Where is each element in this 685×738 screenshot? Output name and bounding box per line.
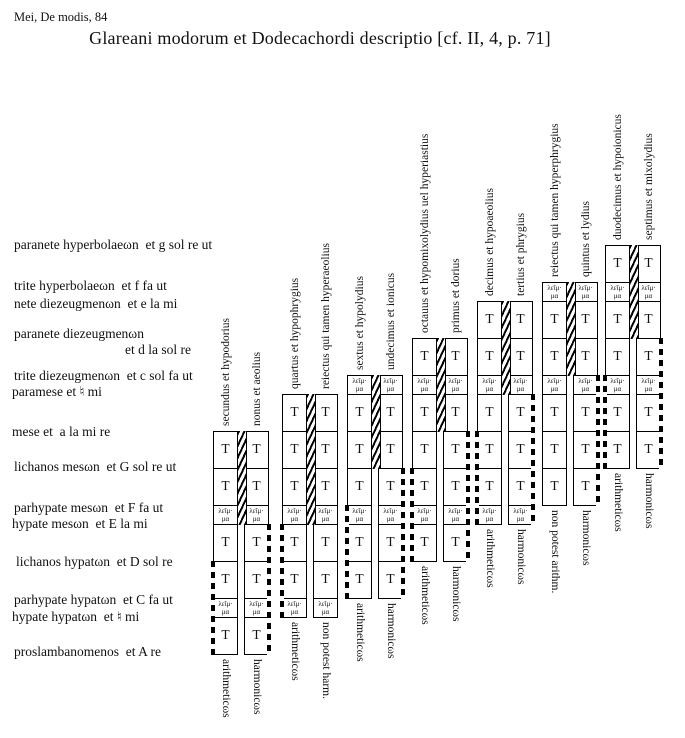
leimma-cell: λεῖμ· μα bbox=[443, 375, 468, 395]
leimma-cell: λεῖμ· μα bbox=[636, 282, 661, 302]
row-label: paranete diezeugmenωn bbox=[14, 326, 144, 341]
page-title: Glareani modorum et Dodecachordi descriptio [cf. II, 4, p. 71] bbox=[89, 28, 551, 48]
tone-cell: T bbox=[573, 468, 598, 506]
tone-cell: T bbox=[477, 431, 502, 469]
row-label: trite diezeugmenωn et c sol fa ut bbox=[14, 368, 193, 383]
column-top-label: sextus et hypolydius bbox=[354, 276, 366, 370]
right-dashed-border bbox=[267, 524, 271, 655]
source-note: Mei, De modis, 84 bbox=[14, 10, 108, 24]
middle-hatch-band bbox=[371, 375, 381, 469]
column-bottom-label: non potest harm. bbox=[320, 622, 332, 699]
leimma-cell: λεῖμ· μα bbox=[443, 505, 468, 525]
tone-cell: T bbox=[412, 338, 437, 376]
column-bottom-label: arithmeticωs bbox=[354, 603, 366, 662]
tone-cell: T bbox=[573, 338, 598, 376]
tone-cell: T bbox=[477, 301, 502, 339]
leimma-cell: λεῖμ· μα bbox=[244, 505, 269, 525]
leimma-cell: λεῖμ· μα bbox=[542, 375, 567, 395]
tone-cell: T bbox=[347, 524, 372, 562]
tone-cell: T bbox=[443, 394, 468, 432]
column-bottom-label: harmonicωs bbox=[251, 659, 263, 715]
tone-cell: T bbox=[477, 468, 502, 506]
row-label: paranete hyperbolaeωn et g sol re ut bbox=[14, 237, 213, 252]
tone-cell: T bbox=[412, 394, 437, 432]
tone-cell: T bbox=[508, 301, 533, 339]
tone-cell: T bbox=[443, 468, 468, 506]
leimma-cell: λεῖμ· μα bbox=[605, 282, 630, 302]
tone-cell: T bbox=[605, 301, 630, 339]
tone-cell: T bbox=[636, 431, 661, 469]
tone-cell: T bbox=[378, 431, 403, 469]
leimma-cell: λεῖμ· μα bbox=[605, 375, 630, 395]
mode-pair-block bbox=[412, 338, 468, 562]
tone-cell: T bbox=[477, 338, 502, 376]
middle-hatch-band bbox=[306, 394, 316, 525]
tone-cell: T bbox=[542, 431, 567, 469]
leimma-cell: λεῖμ· μα bbox=[477, 375, 502, 395]
tone-cell: T bbox=[542, 468, 567, 506]
row-label: trite hyperbolaeωn et f fa ut bbox=[14, 278, 167, 293]
tone-cell: T bbox=[542, 394, 567, 432]
right-dashed-border bbox=[401, 468, 405, 599]
tone-cell: T bbox=[573, 431, 598, 469]
column-top-label: reiectus qui tamen hyperphrygius bbox=[549, 123, 561, 277]
leimma-cell: λεῖμ· μα bbox=[412, 505, 437, 525]
tone-cell: T bbox=[636, 394, 661, 432]
tone-cell: T bbox=[347, 561, 372, 599]
tone-cell: T bbox=[573, 301, 598, 339]
column-top-label: quartus et hypophrygius bbox=[289, 277, 301, 389]
column-top-label: secundus et hypodorius bbox=[220, 318, 232, 426]
leimma-cell: λεῖμ· μα bbox=[244, 598, 269, 618]
leimma-cell: λεῖμ· μα bbox=[508, 375, 533, 395]
column-top-label: octauus et hypomixolydius uel hyperiastius bbox=[419, 133, 431, 333]
tone-cell: T bbox=[313, 431, 338, 469]
mode-pair-block bbox=[347, 375, 403, 599]
column-top-label: duodecimus et hypoionicus bbox=[612, 114, 624, 240]
tone-cell: T bbox=[443, 524, 468, 562]
left-dashed-border bbox=[280, 524, 284, 618]
tone-cell: T bbox=[313, 524, 338, 562]
column-top-label: septimus et mixolydius bbox=[643, 133, 655, 240]
column-bottom-label: harmonicωs bbox=[643, 473, 655, 529]
tone-cell: T bbox=[213, 617, 238, 655]
row-label: nete diezeugmenωn et e la mi bbox=[14, 296, 178, 311]
leimma-cell: λεῖμ· μα bbox=[282, 598, 307, 618]
tone-cell: T bbox=[213, 431, 238, 469]
tone-cell: T bbox=[605, 245, 630, 283]
row-label: parhypate hypatωn et C fa ut bbox=[14, 592, 173, 607]
tone-cell: T bbox=[313, 394, 338, 432]
row-label: hypate mesωn et E la mi bbox=[12, 516, 148, 531]
left-dashed-border bbox=[211, 561, 215, 655]
leimma-cell: λεῖμ· μα bbox=[573, 375, 598, 395]
middle-hatch-band bbox=[501, 301, 511, 395]
mode-pair-block bbox=[477, 301, 533, 525]
tone-cell: T bbox=[244, 524, 269, 562]
tone-cell: T bbox=[213, 468, 238, 506]
tone-cell: T bbox=[378, 524, 403, 562]
tone-cell: T bbox=[508, 468, 533, 506]
mode-pair-block bbox=[282, 394, 338, 618]
tone-cell: T bbox=[605, 338, 630, 376]
right-dashed-border bbox=[659, 338, 663, 469]
tone-cell: T bbox=[282, 561, 307, 599]
tone-cell: T bbox=[542, 338, 567, 376]
tone-cell: T bbox=[244, 468, 269, 506]
row-label: mese et a la mi re bbox=[12, 424, 111, 439]
tone-cell: T bbox=[508, 394, 533, 432]
leimma-cell: λεῖμ· μα bbox=[412, 375, 437, 395]
tone-cell: T bbox=[378, 561, 403, 599]
column-top-label: reiectus qui tamen hyperaeolius bbox=[320, 243, 332, 389]
tone-cell: T bbox=[347, 394, 372, 432]
tone-cell: T bbox=[412, 524, 437, 562]
column-bottom-label: harmonicωs bbox=[580, 510, 592, 566]
column-top-label: primus et dorius bbox=[450, 258, 462, 333]
left-dashed-border bbox=[410, 468, 414, 562]
tone-cell: T bbox=[508, 338, 533, 376]
row-label: parhypate mesωn et F fa ut bbox=[14, 500, 164, 515]
column-top-label: tertius et phrygius bbox=[515, 212, 527, 296]
tone-cell: T bbox=[282, 431, 307, 469]
middle-hatch-band bbox=[436, 338, 446, 432]
tone-cell: T bbox=[282, 394, 307, 432]
row-label: lichanos hypatωn et D sol re bbox=[16, 554, 173, 569]
column-bottom-label: arithmeticωs bbox=[484, 529, 496, 588]
column-top-label: undecimus et ionicus bbox=[385, 272, 397, 370]
tone-cell: T bbox=[313, 561, 338, 599]
tone-cell: T bbox=[412, 468, 437, 506]
leimma-cell: λεῖμ· μα bbox=[282, 505, 307, 525]
left-dashed-border bbox=[475, 431, 479, 525]
middle-hatch-band bbox=[629, 245, 639, 339]
column-bottom-label: arithmeticωs bbox=[220, 659, 232, 718]
leimma-cell: λεῖμ· μα bbox=[573, 282, 598, 302]
row-label: et d la sol re bbox=[125, 342, 191, 357]
tone-cell: T bbox=[605, 431, 630, 469]
leimma-cell: λεῖμ· μα bbox=[378, 375, 403, 395]
column-bottom-label: harmonicωs bbox=[515, 529, 527, 585]
tone-cell: T bbox=[573, 394, 598, 432]
tone-cell: T bbox=[477, 394, 502, 432]
column-top-label: quintus et lydius bbox=[580, 200, 592, 277]
tone-cell: T bbox=[443, 431, 468, 469]
middle-hatch-band bbox=[237, 431, 247, 525]
right-dashed-border bbox=[596, 375, 600, 506]
row-label: lichanos mesωn et G sol re ut bbox=[14, 459, 177, 474]
tone-cell: T bbox=[313, 468, 338, 506]
tone-cell: T bbox=[605, 394, 630, 432]
tone-cell: T bbox=[508, 431, 533, 469]
leimma-cell: λεῖμ· μα bbox=[542, 282, 567, 302]
tone-cell: T bbox=[412, 431, 437, 469]
column-bottom-label: arithmeticωs bbox=[289, 622, 301, 681]
column-top-label: decimus et hypoaeolius bbox=[484, 188, 496, 296]
tone-cell: T bbox=[378, 468, 403, 506]
mode-pair-block bbox=[605, 245, 661, 469]
leimma-cell: λεῖμ· μα bbox=[636, 375, 661, 395]
right-dashed-border bbox=[531, 394, 535, 525]
column-top-label: nonus et aeolius bbox=[251, 351, 263, 426]
tone-cell: T bbox=[347, 468, 372, 506]
column-bottom-label: arithmeticωs bbox=[612, 473, 624, 532]
tone-cell: T bbox=[213, 561, 238, 599]
leimma-cell: λεῖμ· μα bbox=[313, 598, 338, 618]
tone-cell: T bbox=[378, 394, 403, 432]
mode-pair-block bbox=[542, 282, 598, 506]
column-bottom-label: harmonicωs bbox=[450, 566, 462, 622]
row-label: proslambanomenos et A re bbox=[14, 644, 161, 659]
tone-cell: T bbox=[347, 431, 372, 469]
tone-cell: T bbox=[213, 524, 238, 562]
right-dashed-border bbox=[466, 431, 470, 562]
row-label: hypate hypatωn et ♮ mi bbox=[12, 609, 140, 624]
leimma-cell: λεῖμ· μα bbox=[477, 505, 502, 525]
leimma-cell: λεῖμ· μα bbox=[347, 375, 372, 395]
leimma-cell: λεῖμ· μα bbox=[347, 505, 372, 525]
tone-cell: T bbox=[244, 431, 269, 469]
leimma-cell: λεῖμ· μα bbox=[313, 505, 338, 525]
tone-cell: T bbox=[282, 468, 307, 506]
tone-cell: T bbox=[636, 338, 661, 376]
tone-cell: T bbox=[443, 338, 468, 376]
tone-cell: T bbox=[282, 524, 307, 562]
mode-pair-block bbox=[213, 431, 269, 655]
leimma-cell: λεῖμ· μα bbox=[213, 505, 238, 525]
tone-cell: T bbox=[636, 301, 661, 339]
tone-cell: T bbox=[244, 617, 269, 655]
column-bottom-label: arithmeticωs bbox=[419, 566, 431, 625]
leimma-cell: λεῖμ· μα bbox=[378, 505, 403, 525]
left-dashed-border bbox=[603, 375, 607, 469]
row-label: paramese et ♮ mi bbox=[12, 384, 102, 399]
leimma-cell: λεῖμ· μα bbox=[508, 505, 533, 525]
column-bottom-label: harmonicωs bbox=[385, 603, 397, 659]
column-bottom-label: non potest arithm. bbox=[549, 510, 561, 594]
tone-cell: T bbox=[542, 301, 567, 339]
left-dashed-border bbox=[345, 505, 349, 599]
tone-cell: T bbox=[636, 245, 661, 283]
tone-cell: T bbox=[244, 561, 269, 599]
middle-hatch-band bbox=[566, 282, 576, 376]
leimma-cell: λεῖμ· μα bbox=[213, 598, 238, 618]
